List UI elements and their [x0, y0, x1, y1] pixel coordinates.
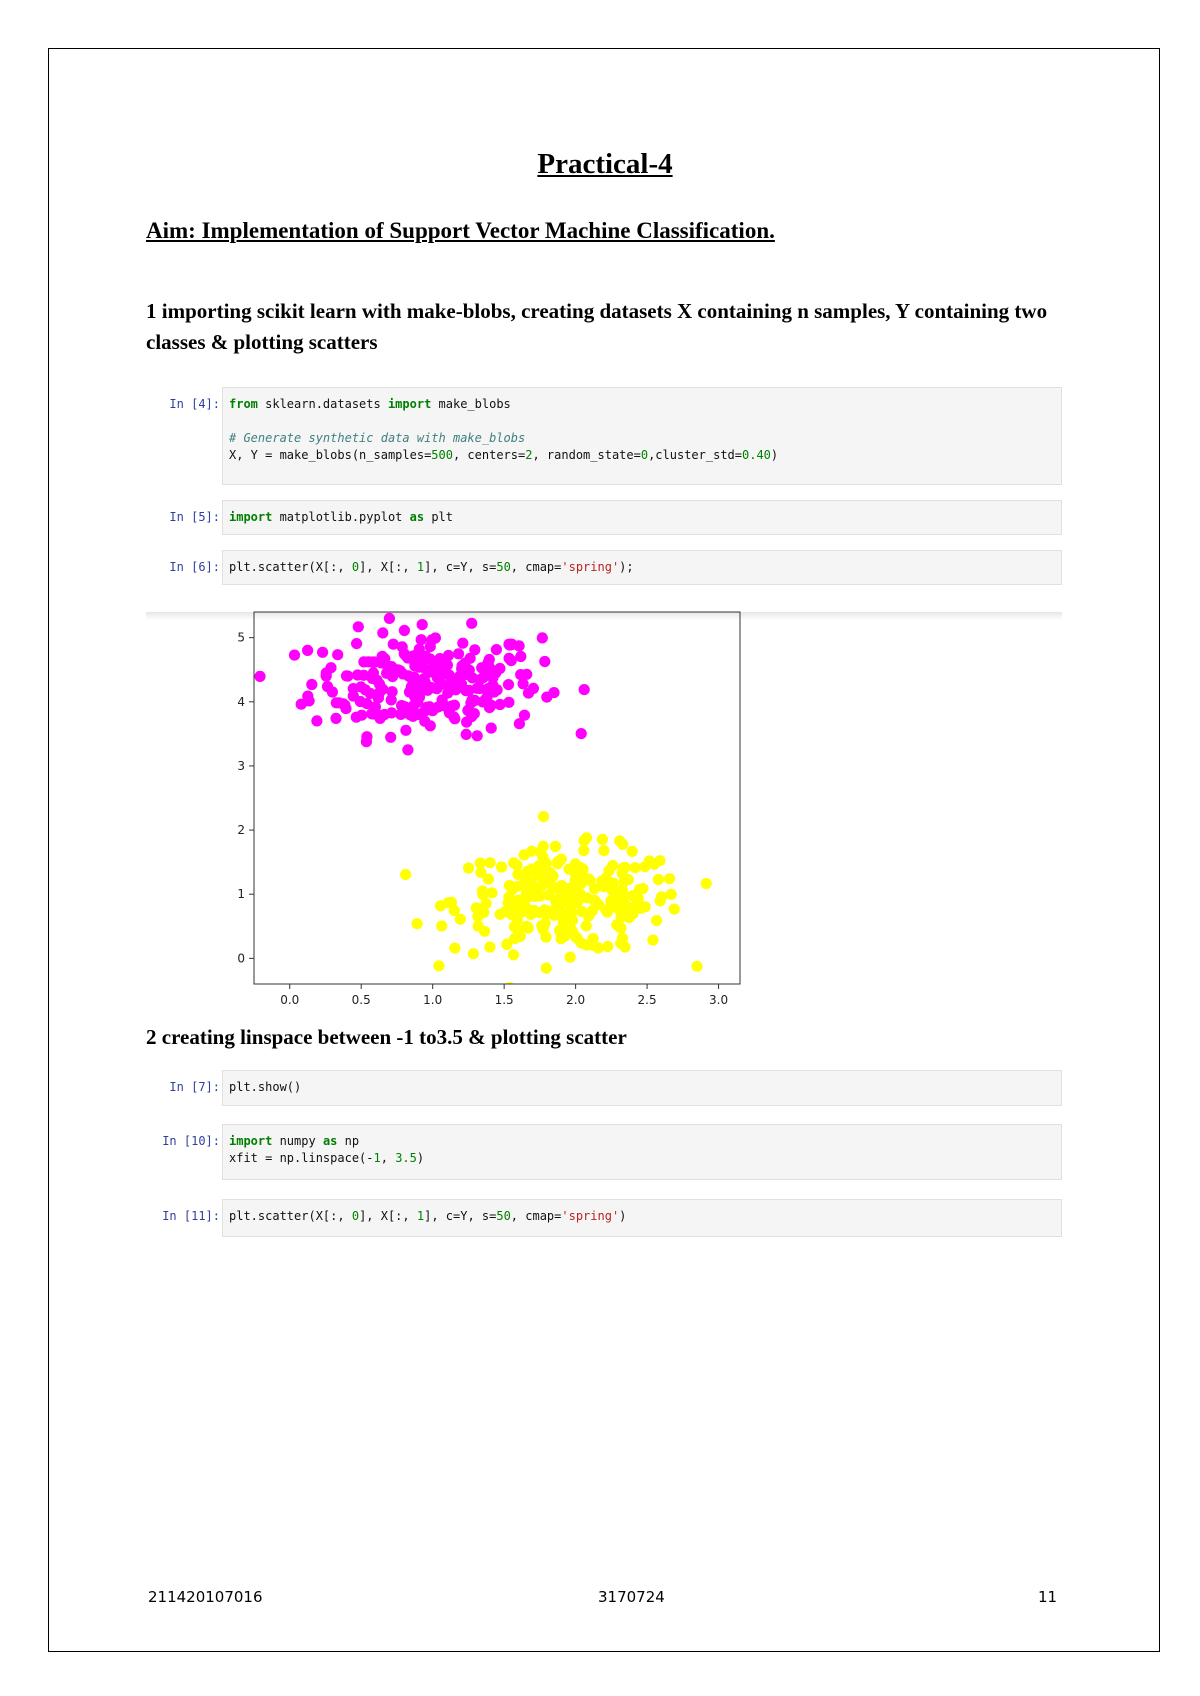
- x-tick-label: 2.0: [566, 993, 586, 1007]
- scatter-point: [472, 911, 483, 922]
- scatter-point: [637, 883, 648, 894]
- scatter-point: [351, 638, 362, 649]
- code-token: 0.40: [742, 448, 771, 462]
- scatter-point: [653, 874, 664, 885]
- scatter-point: [597, 834, 608, 845]
- scatter-point: [372, 675, 383, 686]
- scatter-point: [348, 690, 359, 701]
- x-tick-label: 2.5: [637, 993, 657, 1007]
- scatter-point: [289, 650, 300, 661]
- x-tick-label: 1.5: [494, 993, 514, 1007]
- scatter-point: [538, 811, 549, 822]
- scatter-point: [437, 694, 448, 705]
- scatter-point: [402, 744, 413, 755]
- x-tick-label: 0.5: [351, 993, 371, 1007]
- scatter-point: [482, 659, 493, 670]
- scatter-point: [583, 910, 594, 921]
- scatter-point: [463, 863, 474, 874]
- scatter-point: [436, 920, 447, 931]
- code-token: as: [409, 510, 425, 524]
- scatter-point: [528, 905, 539, 916]
- code-input[interactable]: [222, 1124, 1062, 1180]
- scatter-point: [472, 730, 483, 741]
- scatter-point: [664, 873, 675, 884]
- scatter-point: [321, 667, 332, 678]
- x-tick-label: 3.0: [709, 993, 729, 1007]
- scatter-point: [468, 948, 479, 959]
- scatter-point: [361, 736, 372, 747]
- scatter-point: [386, 661, 397, 672]
- code-token: make_blobs: [431, 397, 511, 411]
- scatter-point: [519, 849, 530, 860]
- y-tick-label: 2: [237, 823, 245, 838]
- scatter-point: [306, 679, 317, 690]
- code-input[interactable]: [222, 387, 1062, 485]
- scatter-point: [636, 903, 647, 914]
- scatter-point: [581, 920, 592, 931]
- scatter-point: [302, 645, 313, 656]
- code-token: 3.5: [395, 1151, 417, 1165]
- scatter-point: [523, 891, 534, 902]
- scatter-point: [598, 845, 609, 856]
- code-token: plt.scatter(X[:,: [229, 1209, 352, 1223]
- code-cell-11: [150, 1199, 1062, 1237]
- code-token: 0: [351, 560, 360, 574]
- code-token: plt.scatter(X[:,: [229, 560, 352, 574]
- scatter-point: [449, 943, 460, 954]
- scatter-point: [430, 632, 441, 643]
- scatter-point: [538, 924, 549, 935]
- scatter-point: [483, 683, 494, 694]
- scatter-chart: [200, 610, 760, 1020]
- code-input[interactable]: [222, 1070, 1062, 1106]
- scatter-point: [565, 952, 576, 963]
- scatter-point: [408, 700, 419, 711]
- scatter-point: [523, 923, 534, 934]
- scatter-point: [466, 618, 477, 629]
- code-token: from: [229, 397, 258, 411]
- y-tick-label: 5: [237, 630, 245, 645]
- scatter-point: [363, 656, 374, 667]
- scatter-point: [304, 695, 315, 706]
- code-token: plt.show(): [229, 1080, 302, 1094]
- y-tick-label: 3: [237, 758, 245, 773]
- code-token: 50: [496, 560, 511, 574]
- scatter-point: [543, 876, 554, 887]
- code-token: 50: [496, 1209, 511, 1223]
- scatter-point: [311, 715, 322, 726]
- scatter-point: [701, 878, 712, 889]
- code-token: 'spring': [561, 560, 620, 574]
- scatter-point: [500, 906, 511, 917]
- scatter-point: [486, 887, 497, 898]
- scatter-point: [589, 883, 600, 894]
- cell-prompt: In [7]:: [169, 1080, 220, 1094]
- scatter-point: [400, 869, 411, 880]
- scatter-point: [365, 688, 376, 699]
- scatter-point: [556, 882, 567, 893]
- scatter-point: [618, 862, 629, 873]
- x-tick-label: 0.0: [280, 993, 300, 1007]
- page-title: Practical-4: [537, 148, 673, 180]
- code-cell-10: [150, 1124, 1062, 1180]
- cell-prompt: In [10]:: [162, 1134, 220, 1148]
- scatter-point: [425, 720, 436, 731]
- scatter-point: [330, 713, 341, 724]
- footer-subject-code: 3170724: [598, 1588, 665, 1606]
- scatter-point: [602, 941, 613, 952]
- scatter-point: [400, 725, 411, 736]
- scatter-point: [421, 702, 432, 713]
- code-cell-7: [150, 1070, 1062, 1106]
- scatter-point: [322, 681, 333, 692]
- scatter-point: [579, 684, 590, 695]
- scatter-point: [425, 653, 436, 664]
- x-tick-label: 1.0: [423, 993, 443, 1007]
- code-token: numpy: [272, 1134, 323, 1148]
- code-token: 1: [373, 1151, 381, 1165]
- code-token: ], c=Y, s=: [424, 1209, 497, 1223]
- scatter-point: [651, 915, 662, 926]
- code-token: ): [619, 1209, 627, 1223]
- scatter-point: [379, 709, 390, 720]
- scatter-point: [449, 700, 460, 711]
- scatter-point: [666, 889, 677, 900]
- scatter-point: [548, 687, 559, 698]
- scatter-point: [512, 924, 523, 935]
- code-token: 'spring': [561, 1209, 620, 1223]
- code-token: 0: [640, 448, 649, 462]
- y-tick-label: 4: [237, 694, 245, 709]
- scatter-point: [456, 663, 467, 674]
- scatter-point: [376, 657, 387, 668]
- code-token: import: [387, 397, 432, 411]
- scatter-point: [514, 718, 525, 729]
- scatter-point: [384, 613, 395, 624]
- cell-prompt: In [4]:: [169, 397, 220, 411]
- code-token: , random_state=: [532, 448, 641, 462]
- code-token: xfit = np.linspace(-: [229, 1151, 374, 1165]
- scatter-point: [649, 859, 660, 870]
- scatter-point: [417, 619, 428, 630]
- step-1-description: 1 importing scikit learn with make-blobs, creating datasets X containing n samples, Y containing two classes & plotting scatters: [146, 299, 1048, 354]
- y-tick-label: 0: [237, 951, 245, 966]
- scatter-point: [338, 698, 349, 709]
- code-token: , centers=: [452, 448, 526, 462]
- code-token: ): [416, 1151, 425, 1165]
- scatter-point: [587, 940, 598, 951]
- scatter-point: [486, 700, 497, 711]
- scatter-point: [541, 963, 552, 974]
- scatter-point: [501, 939, 512, 950]
- footer-page-number: 11: [1038, 1588, 1058, 1606]
- scatter-point: [647, 935, 658, 946]
- code-token: sklearn.datasets: [257, 397, 388, 411]
- scatter-point: [564, 912, 575, 923]
- footer-enrollment: 211420107016: [148, 1588, 263, 1606]
- code-token: );: [619, 560, 634, 574]
- code-cell-5: [150, 500, 1062, 535]
- scatter-point: [627, 846, 638, 857]
- scatter-point: [356, 710, 367, 721]
- scatter-point: [490, 667, 501, 678]
- code-token: 1: [416, 560, 425, 574]
- scatter-point: [570, 931, 581, 942]
- scatter-point: [435, 900, 446, 911]
- code-token: ], c=Y, s=: [424, 560, 497, 574]
- scatter-point: [537, 632, 548, 643]
- scatter-point: [508, 857, 519, 868]
- scatter-point: [460, 685, 471, 696]
- scatter-point: [578, 845, 589, 856]
- scatter-point: [370, 701, 381, 712]
- scatter-point: [570, 858, 581, 869]
- code-token: ], X[:,: [359, 1209, 417, 1223]
- scatter-point: [512, 881, 523, 892]
- code-token: , cmap=: [510, 1209, 562, 1223]
- scatter-point: [515, 669, 526, 680]
- scatter-point: [556, 854, 567, 865]
- scatter-point: [691, 961, 702, 972]
- scatter-point: [538, 841, 549, 852]
- scatter-point: [582, 892, 593, 903]
- scatter-point: [412, 918, 423, 929]
- scatter-point: [607, 860, 618, 871]
- code-token: matplotlib.pyplot: [272, 510, 410, 524]
- scatter-point: [420, 677, 431, 688]
- code-token: ,: [380, 1151, 396, 1165]
- scatter-point: [416, 634, 427, 645]
- scatter-point: [377, 627, 388, 638]
- code-token: import: [229, 510, 273, 524]
- scatter-point: [484, 942, 495, 953]
- code-token: ,cluster_std=: [648, 448, 742, 462]
- scatter-point: [469, 708, 480, 719]
- scatter-point: [387, 686, 398, 697]
- code-token: # Generate synthetic data with make_blobs: [229, 431, 526, 445]
- scatter-point: [455, 914, 466, 925]
- scatter-point: [555, 927, 566, 938]
- code-token: np: [337, 1134, 360, 1148]
- code-token: ], X[:,: [359, 560, 417, 574]
- code-token: , cmap=: [510, 560, 562, 574]
- scatter-point: [399, 625, 410, 636]
- scatter-point: [409, 672, 420, 683]
- scatter-point: [614, 904, 625, 915]
- scatter-point: [496, 861, 507, 872]
- scatter-point: [388, 639, 399, 650]
- scatter-point: [515, 651, 526, 662]
- scatter-point: [465, 653, 476, 664]
- code-cell-4: [150, 387, 1062, 485]
- scatter-point: [448, 711, 459, 722]
- code-token: ): [770, 448, 779, 462]
- code-token: 0: [351, 1209, 360, 1223]
- scatter-point: [570, 869, 581, 880]
- code-input[interactable]: [222, 1199, 1062, 1237]
- scatter-point: [485, 857, 496, 868]
- cell-prompt: In [5]:: [169, 510, 220, 524]
- scatter-point: [457, 638, 468, 649]
- scatter-point: [550, 841, 561, 852]
- scatter-point: [527, 863, 538, 874]
- scatter-point: [221, 647, 232, 658]
- scatter-point: [508, 949, 519, 960]
- scatter-point: [639, 861, 650, 872]
- scatter-point: [523, 688, 534, 699]
- scatter-point: [467, 672, 478, 683]
- scatter-point: [619, 941, 630, 952]
- scatter-point: [353, 621, 364, 632]
- cell-prompt: In [11]:: [162, 1209, 220, 1223]
- scatter-point: [503, 679, 514, 690]
- scatter-point: [630, 862, 641, 873]
- scatter-point: [461, 717, 472, 728]
- y-tick-label: 1: [237, 887, 245, 902]
- code-token: 1: [416, 1209, 425, 1223]
- scatter-point: [491, 644, 502, 655]
- scatter-point: [465, 697, 476, 708]
- scatter-point: [581, 832, 592, 843]
- scatter-point: [510, 900, 521, 911]
- cell-prompt: In [6]:: [169, 560, 220, 574]
- scatter-point: [254, 671, 265, 682]
- scatter-point: [399, 648, 410, 659]
- code-cell-6: [150, 550, 1062, 585]
- scatter-point: [385, 732, 396, 743]
- scatter-point: [619, 876, 630, 887]
- scatter-point: [548, 908, 559, 919]
- scatter-point: [332, 649, 343, 660]
- scatter-point: [539, 656, 550, 667]
- scatter-point: [669, 904, 680, 915]
- scatter-point: [576, 728, 587, 739]
- code-token: X, Y = make_blobs(n_samples=: [229, 448, 432, 462]
- scatter-point: [617, 839, 628, 850]
- code-input[interactable]: [222, 500, 1062, 535]
- code-token: import: [229, 1134, 273, 1148]
- scatter-point: [317, 647, 328, 658]
- scatter-point: [352, 669, 363, 680]
- code-input[interactable]: [222, 550, 1062, 585]
- scatter-point: [342, 671, 353, 682]
- code-token: 2: [525, 448, 533, 462]
- scatter-point: [615, 923, 626, 934]
- scatter-point: [486, 723, 497, 734]
- scatter-point: [461, 729, 472, 740]
- scatter-point: [407, 711, 418, 722]
- scatter-point: [504, 653, 515, 664]
- scatter-point: [473, 920, 484, 931]
- scatter-point: [408, 655, 419, 666]
- scatter-point: [475, 867, 486, 878]
- scatter-point: [656, 891, 667, 902]
- scatter-point: [433, 960, 444, 971]
- scatter-point: [453, 648, 464, 659]
- code-token: 500: [431, 448, 453, 462]
- scatter-point: [503, 639, 514, 650]
- scatter-point: [445, 674, 456, 685]
- step-2-description: 2 creating linspace between -1 to3.5 & plotting scatter: [146, 1025, 627, 1049]
- scatter-point: [605, 896, 616, 907]
- scatter-point: [477, 885, 488, 896]
- code-token: as: [322, 1134, 338, 1148]
- code-token: plt: [424, 510, 453, 524]
- aim-heading: Aim: Implementation of Support Vector Machine Classification.: [146, 218, 775, 243]
- scatter-point: [619, 891, 630, 902]
